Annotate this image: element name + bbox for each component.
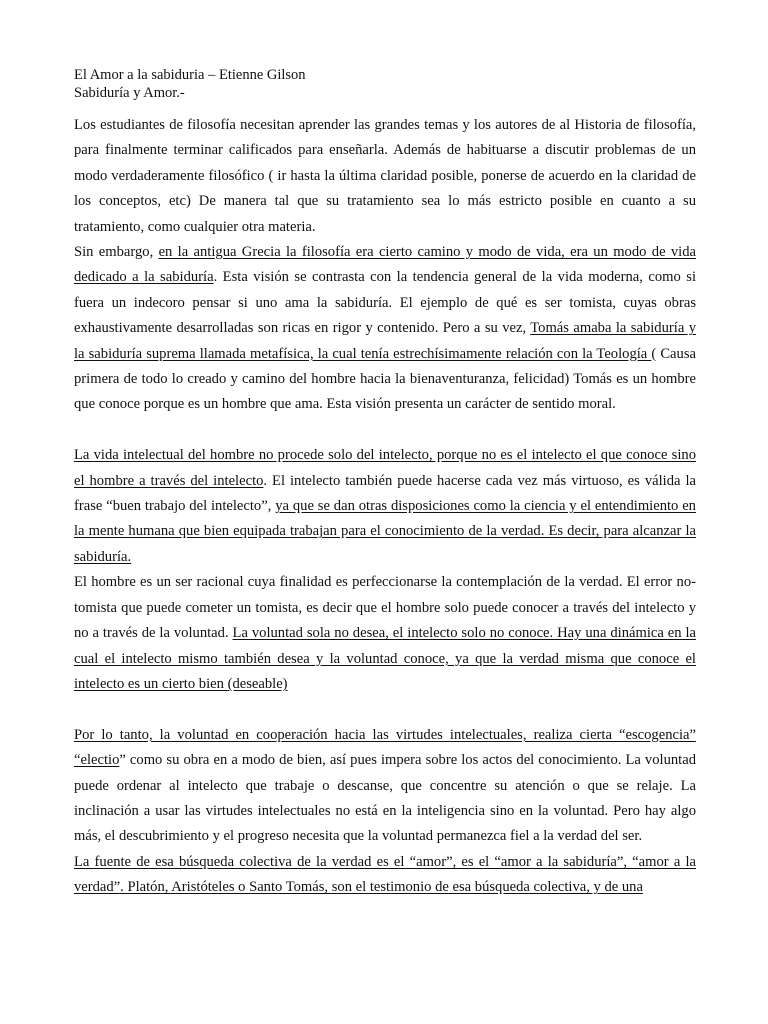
paragraph-text: Los estudiantes de filosofía necesitan aprender las grandes temas y los autores de al Historia de filosofía, para finalmente terminar calificados para enseñarla. Además de habituarse a discutir problemas de un modo verdaderamente filosófico ( ir hasta la última claridad posible, ponerse de acuerdo en la claridad de los conceptos, etc) De manera tal que su tratamiento sea lo más estricto posible en cuanto a su tratamiento, como cualquier otra materia. xyxy=(74,117,696,235)
document-subtitle: Sabiduría y Amor.- xyxy=(74,85,185,101)
underlined-text: en la antigua Grecia la filosofía era cierto camino y modo de vida, era un modo de vida dedicado a la sabiduría xyxy=(74,244,696,286)
underlined-text: La vida intelectual del hombre no procede solo del intelecto, porque no es el intelecto el que conoce sino el hombre a través del intelecto xyxy=(74,447,696,489)
paragraph-text: ” como su obra en a modo de bien, así pues impera sobre los actos del conocimiento. La voluntad puede ordenar al intelecto que trabaje o descanse, que concentre su atención o que se relaje. La inclinación a usar las virtudes intelectuales no está en la inteligencia sino en la voluntad. Pero hay algo más, el descubrimiento y el progreso necesita que la voluntad permanezca fiel a la verdad del ser. xyxy=(74,752,696,845)
blank-line xyxy=(74,697,696,722)
underlined-text: Tomás amaba la sabiduría y la sabiduría suprema llamada metafísica, la cual tenía estrechísimamente relación con la Teología xyxy=(74,320,697,362)
paragraph-6 xyxy=(74,850,696,901)
paragraph-2 xyxy=(74,240,696,418)
document-body xyxy=(74,113,696,901)
document-title: El Amor a la sabiduria – Etienne Gilson xyxy=(74,67,306,83)
paragraph-text: ( Causa primera de todo lo creado y camino del hombre hacia la bienaventuranza, felicidad) Tomás es un hombre que conoce porque es un hombre que ama. Esta visión presenta un carácter de sentido moral. xyxy=(74,345,696,413)
paragraph-3 xyxy=(74,443,696,570)
paragraph-text: Sin embargo, xyxy=(74,244,159,261)
underlined-text: ya que se dan otras disposiciones como la ciencia y el entendimiento en la mente humana que bien equipada trabajan para el conocimiento de la verdad. Es decir, para alcanzar la sabiduría. xyxy=(74,498,696,565)
underlined-text: Por lo tanto, la voluntad en cooperación hacia las virtudes intelectuales, realiza cierta “escogencia” “electio xyxy=(74,726,696,769)
underlined-text: La voluntad sola no desea, el intelecto solo no conoce. Hay una dinámica en la cual el intelecto mismo también desea y la voluntad conoce, ya que la verdad misma que conoce el intelecto es un cierto bien (deseable) xyxy=(74,625,697,692)
underlined-text: La fuente de esa búsqueda colectiva de la verdad es el “amor”, es el “amor a la sabiduría”, “amor a la verdad”. Platón, Aristóteles o Santo Tomás, son el testimonio de esa búsqueda colectiva, y de una xyxy=(74,853,696,896)
paragraph-1 xyxy=(74,113,696,240)
paragraph-4 xyxy=(74,570,696,697)
blank-line xyxy=(74,418,696,443)
paragraph-text: . El intelecto también puede hacerse cada vez más virtuoso, es válida la frase “buen trabajo del intelecto”, xyxy=(74,472,696,515)
paragraph-text: . Esta visión se contrasta con la tendencia general de la vida moderna, como si fuera un indecoro pensar si uno ama la sabiduría. El ejemplo de qué es ser tomista, cuyas obras exhaustivamente desarrolladas son ricas en rigor y contenido. Pero a su vez, xyxy=(74,269,697,337)
paragraph-5 xyxy=(74,723,696,850)
paragraph-text: El hombre es un ser racional cuya finalidad es perfeccionarse la contemplación de la verdad. El error no- tomista que puede cometer un tomista, es decir que el hombre solo puede conocer a través del intelecto y no a través de la voluntad. xyxy=(74,574,696,642)
